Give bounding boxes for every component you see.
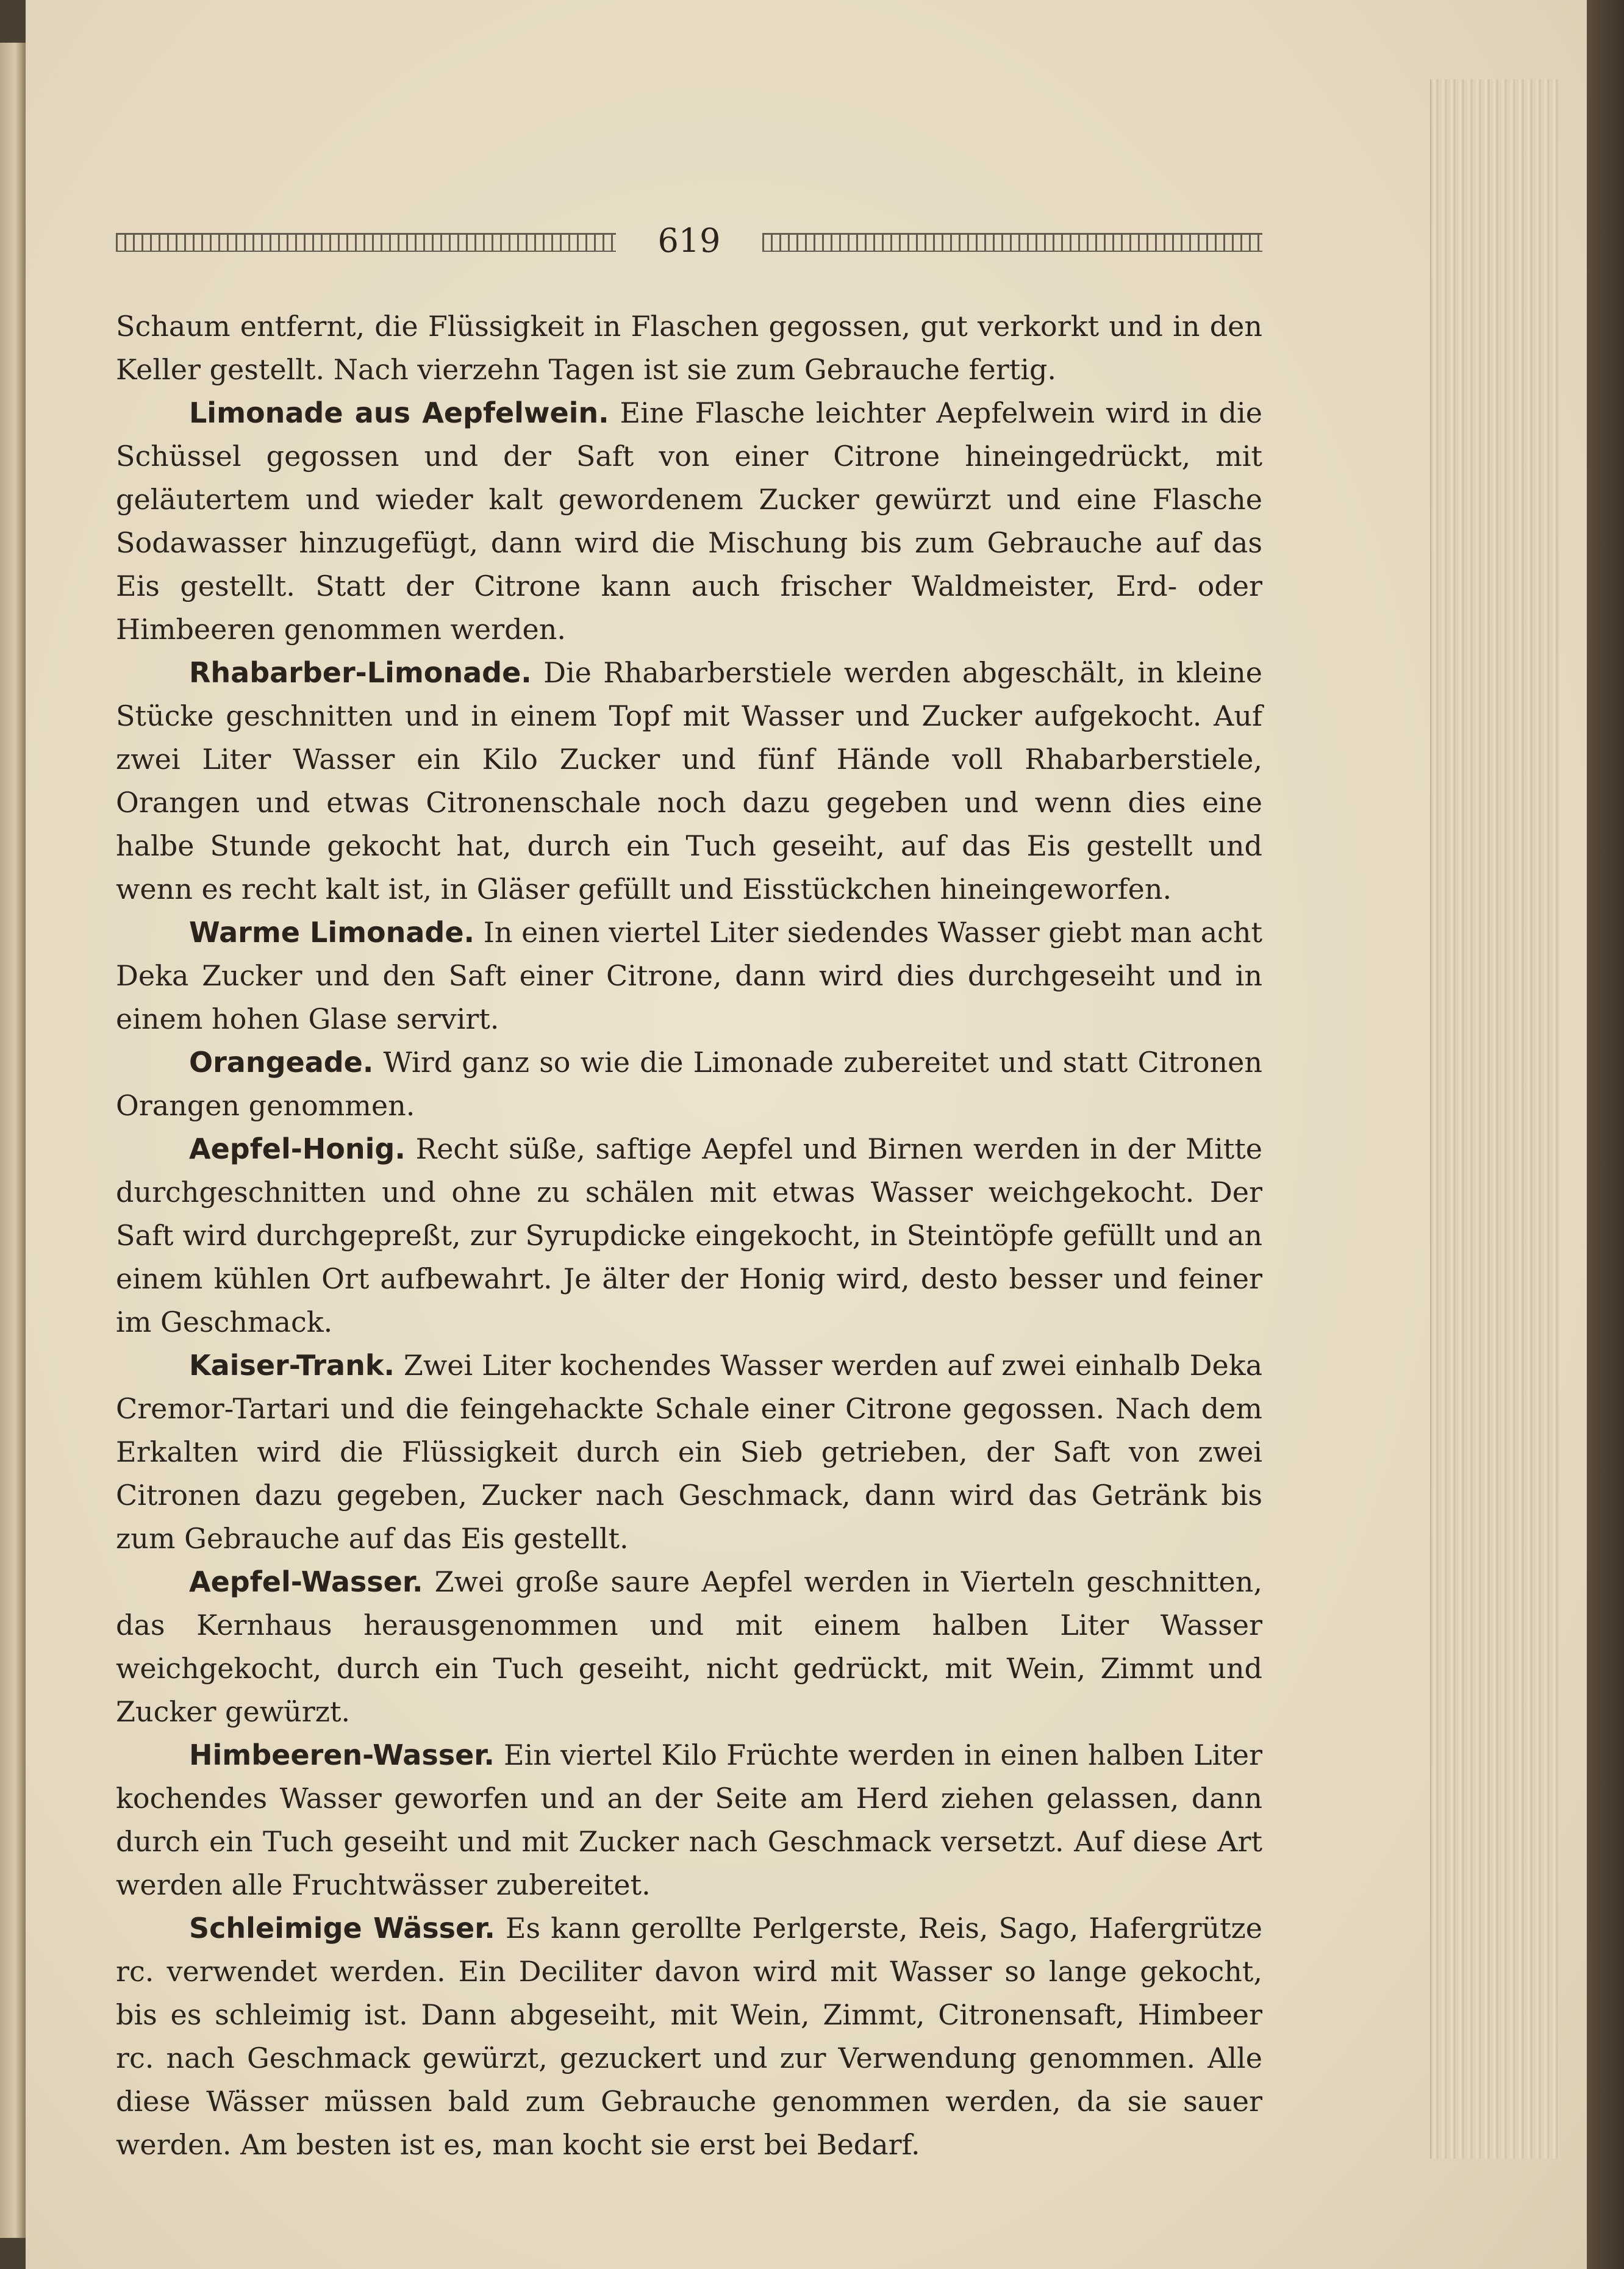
recipe-text: Recht süße, saftige Aepfel und Birnen werden in der Mitte durchgeschnitten und ohne zu schälen mit etwas Wasser weichgekocht. Der Saft wird durchgepreßt, zur Syrupdicke eingekocht, in Steintöpfe gefüllt und an einem kühlen Ort aufbewahrt. Je älter der Honig wird, desto besser und feiner im Geschmack. <box>116 1132 1262 1338</box>
page-number: 619 <box>657 221 721 260</box>
recipe-entry <box>116 651 1262 911</box>
header-ornament-right <box>762 233 1262 252</box>
recipe-entry <box>116 1560 1262 1734</box>
recipe-heading: Himbeeren-Wasser. <box>189 1738 495 1771</box>
recipe-entry <box>116 911 1262 1041</box>
recipe-entry <box>116 1127 1262 1344</box>
recipe-text: Wird ganz so wie die Limonade zubereitet und statt Citronen Orangen genommen. <box>116 1046 1262 1122</box>
recipe-heading: Orangeade. <box>189 1046 374 1079</box>
book-cover <box>1587 0 1624 2269</box>
continuation-paragraph: Schaum entfernt, die Flüssigkeit in Flaschen gegossen, gut verkorkt und in den Keller gestellt. Nach vierzehn Tagen ist sie zum Gebrauche fertig. <box>116 310 1262 386</box>
recipe-entry <box>116 1907 1262 2167</box>
recipe-entry <box>116 1344 1262 1560</box>
recipe-heading: Schleimige Wässer. <box>189 1912 495 1945</box>
recipe-heading: Warme Limonade. <box>189 916 475 949</box>
recipe-text: Die Rhabarberstiele werden abgeschält, in kleine Stücke geschnitten und in einem Topf mit Wasser und Zucker aufgekocht. Auf zwei Liter Wasser ein Kilo Zucker und fünf Hände voll Rhabarberstiele, Orangen und etwas Citronenschale noch dazu gegeben und wenn dies eine halbe Stunde gekocht hat, durch ein Tuch geseiht, auf das Eis gestellt und wenn es recht kalt ist, in Gläser gefüllt und Eisstückchen hineingeworfen. <box>116 656 1262 906</box>
recipe-heading: Aepfel-Wasser. <box>189 1565 423 1598</box>
recipe-heading: Limonade aus Aepfelwein. <box>189 396 609 429</box>
recipe-text: Es kann gerollte Perlgerste, Reis, Sago, Hafergrütze rc. verwendet werden. Ein Deciliter davon wird mit Wasser so lange gekocht, bis es schleimig ist. Dann abgeseiht, mit Wein, Zimmt, Citronensaft, Himbeer rc. nach Geschmack gewürzt, gezuckert und zur Verwendung genommen. Alle diese Wässer müssen bald zum Gebrauche genommen werden, da sie sauer werden. Am besten ist es, man kocht sie erst bei Bedarf. <box>116 1912 1263 2161</box>
recipe-entry <box>116 391 1262 651</box>
recipe-text: Zwei Liter kochendes Wasser werden auf zwei einhalb Deka Cremor-Tartari und die feingehackte Schale einer Citrone gegossen. Nach dem Erkalten wird die Flüssigkeit durch ein Sieb getrieben, der Saft von zwei Citronen dazu gegeben, Zucker nach Geschmack, dann wird das Getränk bis zum Gebrauche auf das Eis gestellt. <box>116 1349 1262 1555</box>
recipe-heading: Rhabarber-Limonade. <box>189 656 532 689</box>
recipe-heading: Aepfel-Honig. <box>189 1132 406 1165</box>
recipe-text: Ein viertel Kilo Früchte werden in einen halben Liter kochendes Wasser geworfen und an der Seite am Herd ziehen gelassen, dann durch ein Tuch geseiht und mit Zucker nach Geschmack versetzt. Auf diese Art werden alle Fruchtwässer zubereitet. <box>116 1738 1262 1901</box>
recipe-text: Eine Flasche leichter Aepfelwein wird in die Schüssel gegossen und der Saft von einer Citrone hineingedrückt, mit geläutertem und wieder kalt gewordenem Zucker gewürzt und eine Flasche Sodawasser hinzugefügt, dann wird die Mischung bis zum Gebrauche auf das Eis gestellt. Statt der Citrone kann auch frischer Waldmeister, Erd- oder Himbeeren genommen werden. <box>116 396 1262 646</box>
page-body <box>116 305 1262 2167</box>
recipe-entry <box>116 1734 1262 1907</box>
page-header <box>116 220 1262 262</box>
recipe-text: In einen viertel Liter siedendes Wasser giebt man acht Deka Zucker und den Saft einer Citrone, dann wird dies durchgeseiht und in einem hohen Glase servirt. <box>116 916 1262 1035</box>
stacked-page-edges <box>1430 79 1559 2159</box>
recipe-heading: Kaiser-Trank. <box>189 1349 395 1382</box>
recipe-entry <box>116 1041 1262 1127</box>
recipe-text: Zwei große saure Aepfel werden in Vierteln geschnitten, das Kernhaus herausgenommen und mit einem halben Liter Wasser weichgekocht, durch ein Tuch geseiht, nicht gedrückt, mit Wein, Zimmt und Zucker gewürzt. <box>116 1565 1262 1728</box>
adjacent-page-edge <box>0 43 26 2238</box>
